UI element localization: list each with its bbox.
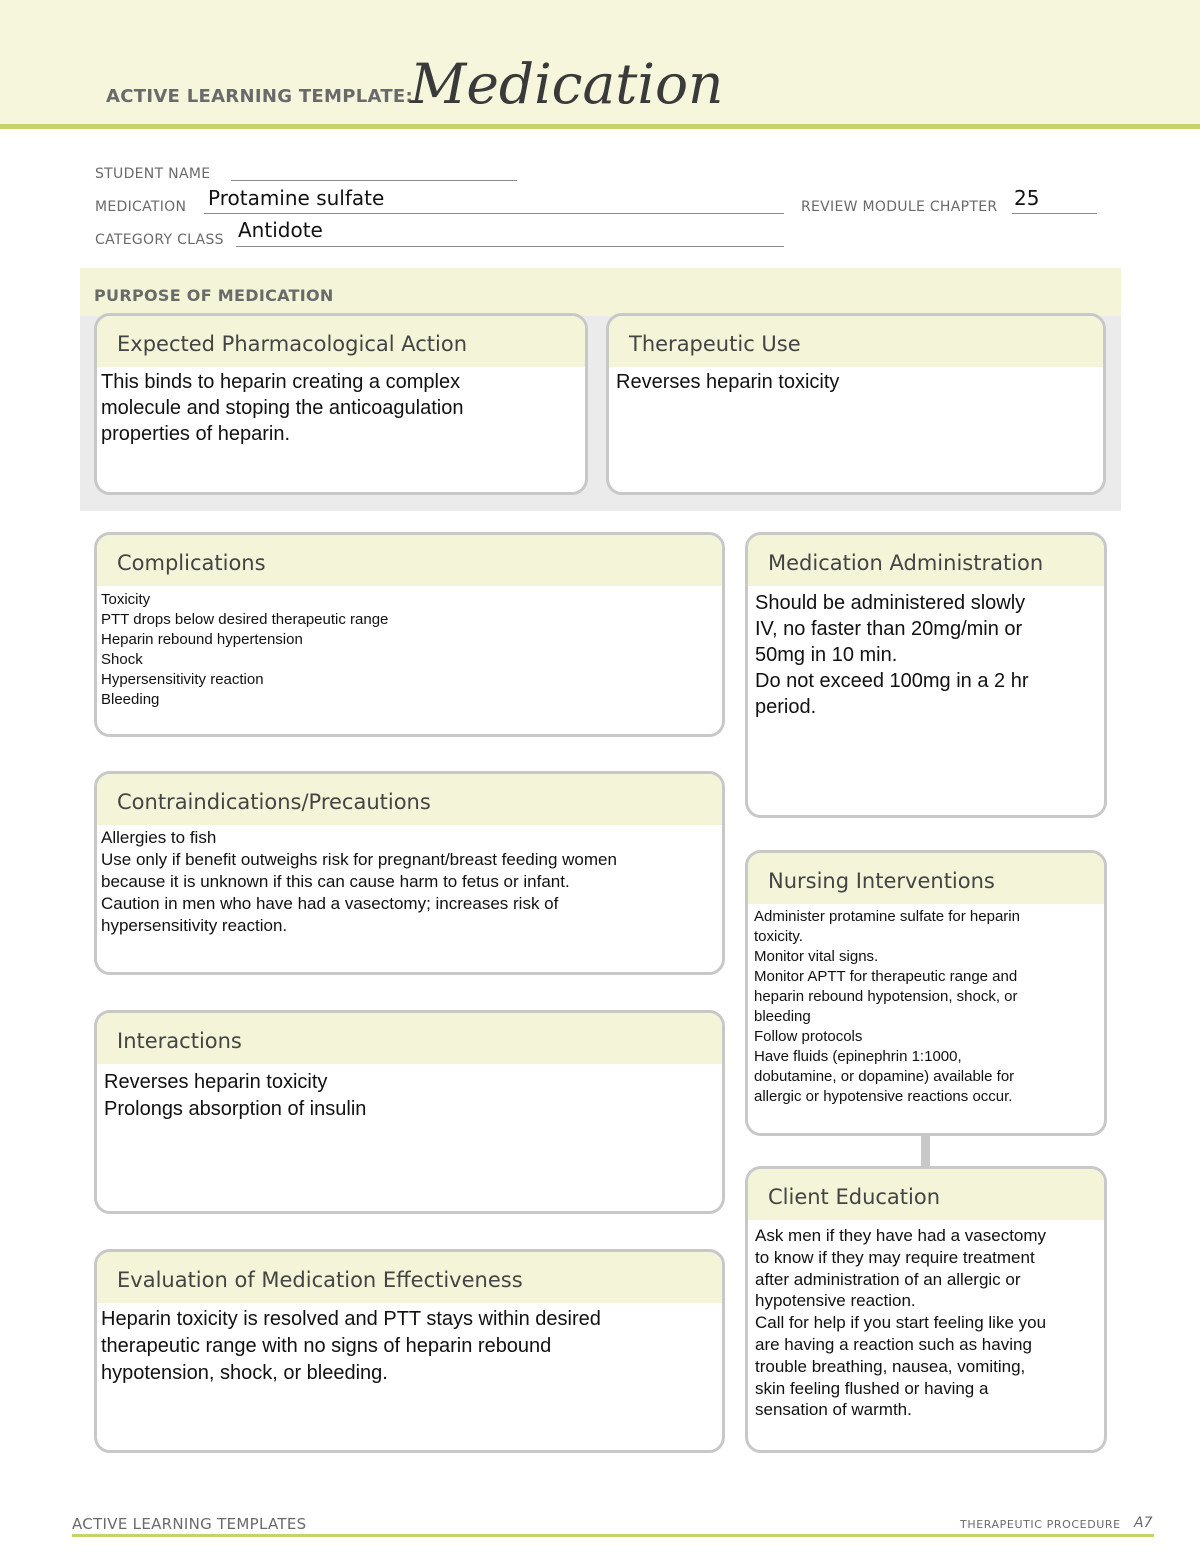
evaluation-text[interactable]: Heparin toxicity is resolved and PTT stays within desired therapeutic range with no signs of heparin rebound hypotension, shock, or bleeding. <box>101 1308 601 1384</box>
evaluation-heading: Evaluation of Medication Effectiveness <box>97 1252 722 1303</box>
therapeutic-use-box <box>606 313 1106 495</box>
template-label: ACTIVE LEARNING TEMPLATE: <box>106 86 413 107</box>
page-title: Medication <box>410 52 724 116</box>
header-divider <box>0 124 1200 129</box>
expected-action-text[interactable]: This binds to heparin creating a complex molecule and stoping the anticoagulation properties of heparin. <box>101 371 464 445</box>
footer-right: THERAPEUTIC PROCEDURE <box>960 1518 1121 1531</box>
interactions-heading: Interactions <box>97 1013 722 1064</box>
page-number: A7 <box>1134 1515 1153 1531</box>
category-class-value: Antidote <box>238 218 323 242</box>
medication-label: MEDICATION <box>95 199 187 215</box>
complications-text[interactable]: Toxicity PTT drops below desired therapeutic range Heparin rebound hypertension Shock Hypersensitivity reaction Bleeding <box>101 591 389 708</box>
nursing-interventions-text[interactable]: Administer protamine sulfate for heparin toxicity. Monitor vital signs. Monitor APTT for therapeutic range and heparin rebound hypotension, shock, or bleeding Follow protocols Have fluids (epinephrin 1:1000, dobutamine, or dopamine) available for allergic or hypotensive reactions occur. <box>754 908 1020 1105</box>
administration-box <box>745 532 1107 818</box>
purpose-title: PURPOSE OF MEDICATION <box>94 286 334 305</box>
review-module-value: 25 <box>1014 186 1040 210</box>
expected-action-box <box>94 313 588 495</box>
complications-heading: Complications <box>97 535 722 586</box>
client-education-box <box>745 1166 1107 1453</box>
student-name-field[interactable] <box>231 180 517 181</box>
evaluation-box <box>94 1249 725 1453</box>
contraindications-heading: Contraindications/Precautions <box>97 774 722 825</box>
interactions-text[interactable]: Reverses heparin toxicity Prolongs absorption of insulin <box>104 1071 367 1120</box>
client-education-text[interactable]: Ask men if they have had a vasectomy to know if they may require treatment after administration of an allergic or hypotensive reaction. Call for help if you start feeling like you are having a reaction such as having trouble breathing, nausea, vomiting, skin feeling flushed or having a sensation of warmth. <box>755 1226 1047 1420</box>
administration-text[interactable]: Should be administered slowly IV, no faster than 20mg/min or 50mg in 10 min. Do not exceed 100mg in a 2 hr period. <box>755 592 1029 718</box>
therapeutic-use-text[interactable]: Reverses heparin toxicity <box>616 371 840 393</box>
nursing-interventions-heading: Nursing Interventions <box>748 853 1104 904</box>
student-name-label: STUDENT NAME <box>95 166 211 182</box>
contraindications-box <box>94 771 725 975</box>
nursing-interventions-box <box>745 850 1107 1136</box>
category-class-label: CATEGORY CLASS <box>95 232 224 248</box>
client-education-heading: Client Education <box>748 1169 1104 1220</box>
medication-field[interactable] <box>204 213 784 214</box>
footer-left: ACTIVE LEARNING TEMPLATES <box>72 1515 307 1533</box>
complications-box <box>94 532 725 737</box>
expected-action-heading: Expected Pharmacological Action <box>97 316 585 367</box>
category-class-field[interactable] <box>236 246 784 247</box>
therapeutic-use-heading: Therapeutic Use <box>609 316 1103 367</box>
contraindications-text[interactable]: Allergies to fish Use only if benefit outweighs risk for pregnant/breast feeding women because it is unknown if this can cause harm to fetus or infant. Caution in men who have had a vasectomy; increases risk of hypersensitivity reaction. <box>101 828 617 935</box>
administration-heading: Medication Administration <box>748 535 1104 586</box>
connector-line <box>921 1134 930 1167</box>
footer-divider <box>72 1534 1154 1537</box>
review-module-label: REVIEW MODULE CHAPTER <box>801 199 998 215</box>
interactions-box <box>94 1010 725 1214</box>
review-module-field[interactable] <box>1012 213 1097 214</box>
medication-value: Protamine sulfate <box>208 186 385 210</box>
